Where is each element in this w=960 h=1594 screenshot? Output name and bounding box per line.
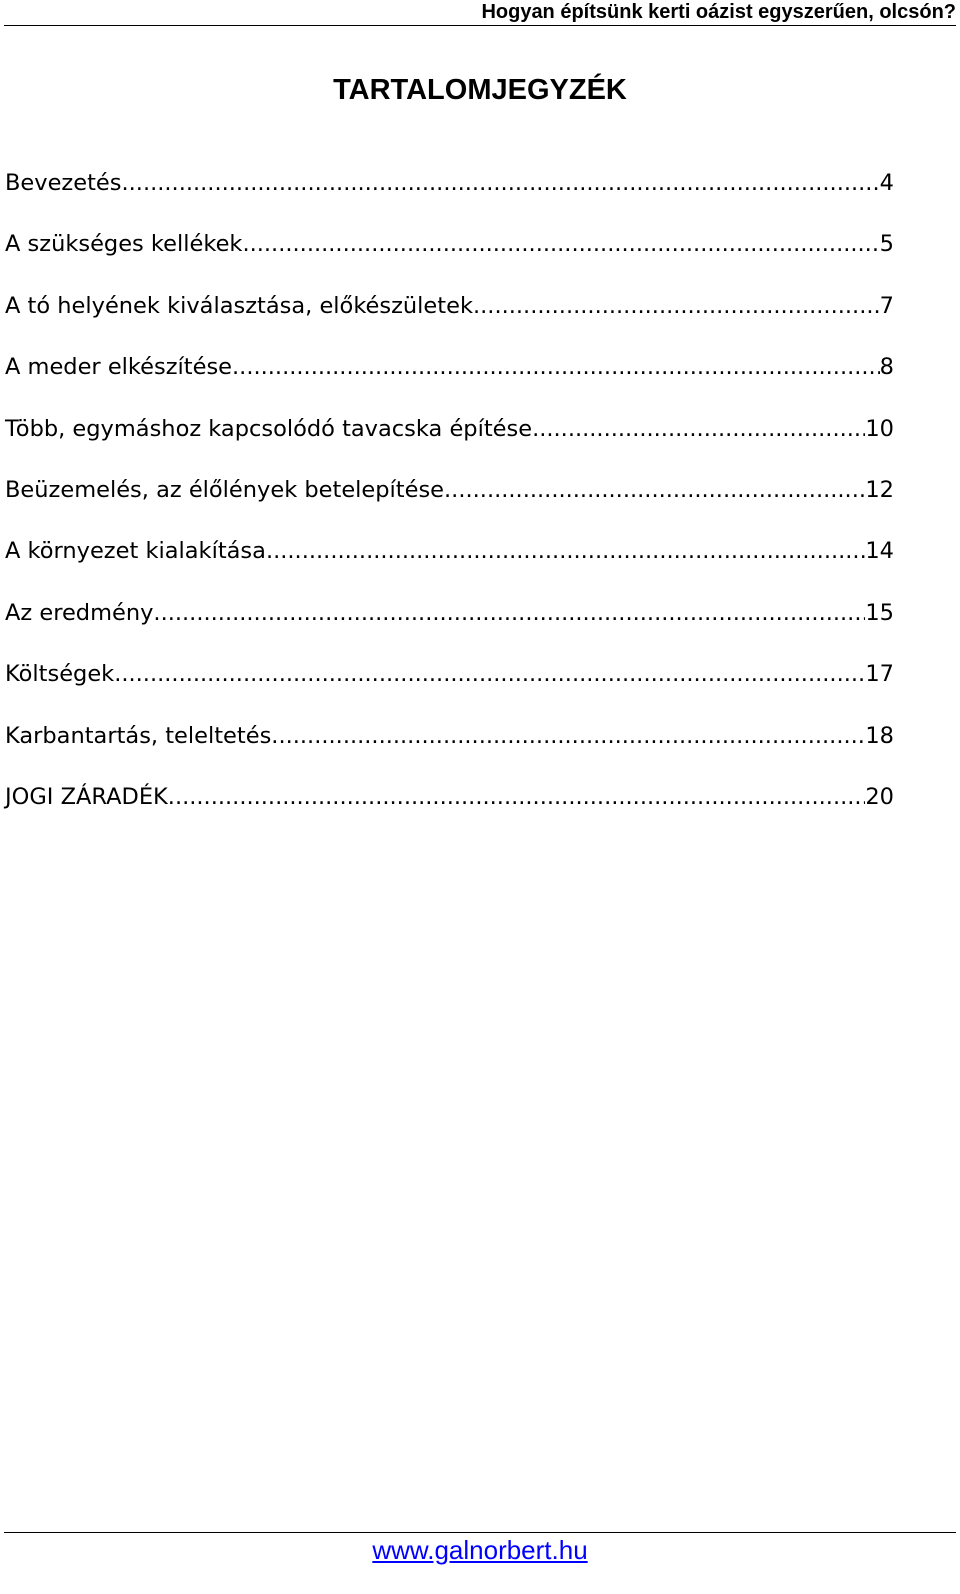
toc-dot-leader	[532, 412, 865, 446]
toc-entry-page: 10	[865, 415, 894, 442]
toc-entry-title: A tó helyének kiválasztása, előkészületek	[5, 292, 473, 319]
toc-entry-kornyezet[interactable]	[5, 534, 894, 595]
toc-entry-tavacskak[interactable]	[5, 412, 894, 473]
toc-dot-leader	[271, 719, 865, 753]
toc-dot-leader	[444, 473, 865, 507]
toc-dot-leader	[168, 780, 866, 814]
toc-dot-leader	[153, 596, 865, 630]
table-of-contents	[5, 166, 894, 841]
toc-entry-title: A meder elkészítése	[5, 354, 233, 381]
toc-entry-page: 8	[879, 354, 894, 381]
toc-dot-leader	[242, 227, 879, 261]
toc-entry-title: A környezet kialakítása	[5, 538, 266, 565]
toc-entry-title: Bevezetés	[5, 170, 122, 196]
toc-entry-page: 12	[865, 476, 894, 503]
toc-dot-leader	[121, 166, 879, 200]
toc-dot-leader	[114, 657, 865, 691]
toc-entry-page: 18	[865, 722, 894, 749]
toc-entry-title: Karbantartás, teleltetés	[5, 722, 272, 749]
toc-entry-page: 7	[879, 292, 894, 319]
toc-entry-page: 17	[865, 661, 894, 688]
toc-dot-leader	[473, 289, 880, 323]
toc-entry-jogi-zaradek[interactable]	[5, 780, 894, 841]
page-footer	[4, 1532, 956, 1566]
toc-entry-title: JOGI ZÁRADÉK	[5, 783, 168, 810]
toc-entry-title: Az eredmény	[5, 599, 154, 626]
toc-entry-beuzemeles[interactable]	[5, 473, 894, 534]
toc-dot-leader	[232, 350, 880, 384]
toc-entry-kellekek[interactable]	[5, 227, 894, 288]
toc-entry-title: Több, egymáshoz kapcsolódó tavacska építése	[5, 415, 533, 442]
toc-entry-karbantartas[interactable]	[5, 719, 894, 780]
page-header	[4, 0, 956, 26]
toc-entry-koltsegek[interactable]	[5, 657, 894, 718]
toc-entry-title: Költségek	[5, 661, 115, 688]
toc-entry-bevezetes[interactable]	[5, 166, 894, 227]
toc-entry-page: 20	[865, 783, 894, 810]
toc-entry-helyvalasztas[interactable]	[5, 289, 894, 350]
toc-entry-eredmeny[interactable]	[5, 596, 894, 657]
toc-heading: TARTALOMJEGYZÉK	[333, 74, 627, 106]
toc-entry-title: Beüzemelés, az élőlények betelepítése	[5, 476, 445, 503]
toc-entry-meder[interactable]	[5, 350, 894, 411]
website-link[interactable]: www.galnorbert.hu	[372, 1535, 588, 1565]
toc-entry-page: 4	[879, 170, 894, 196]
toc-entry-page: 15	[865, 599, 894, 626]
header-title: Hogyan építsünk kerti oázist egyszerűen, olcsón?	[481, 1, 956, 23]
toc-entry-title: A szükséges kellékek	[5, 231, 243, 258]
toc-dot-leader	[266, 534, 865, 568]
toc-entry-page: 14	[865, 538, 894, 565]
toc-entry-page: 5	[879, 231, 894, 258]
